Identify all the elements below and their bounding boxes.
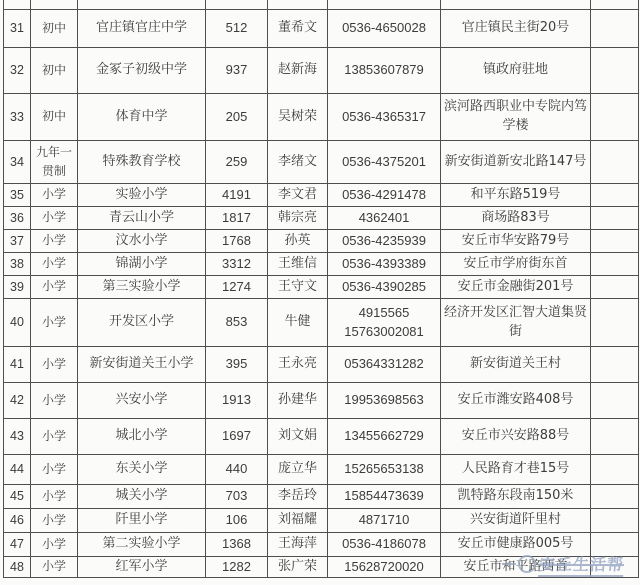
- table-cell-contact: 孙建华: [268, 383, 328, 419]
- table-cell-address: 官庄镇民主街20号: [441, 10, 591, 48]
- table-cell-count: 1274: [206, 276, 268, 299]
- table-cell-extra: [591, 299, 639, 347]
- table-cell-count: 512: [206, 10, 268, 48]
- table-cell-phone: 13853607879: [328, 48, 441, 94]
- table-cell-num: 40: [4, 299, 31, 347]
- table-cell-contact: 王海萍: [268, 533, 328, 557]
- table-cell-type: [31, 0, 78, 10]
- table-row: [4, 94, 639, 141]
- table-cell-name: 青云山小学: [78, 207, 206, 230]
- table-cell-count: 205: [206, 94, 268, 141]
- table-cell-type: 小学: [31, 383, 78, 419]
- table-cell-address: 人民路育才巷15号: [441, 455, 591, 485]
- table-cell-phone: 0536-4291478: [328, 184, 441, 207]
- table-cell-extra: [591, 557, 639, 578]
- table-cell-address: 安丘市潍安路408号: [441, 383, 591, 419]
- table-cell-phone: 0536-4650028: [328, 10, 441, 48]
- table-cell-phone: 0536-4390285: [328, 276, 441, 299]
- table-cell-count: 937: [206, 48, 268, 94]
- table-cell-count: 703: [206, 485, 268, 509]
- table-cell-num: 45: [4, 485, 31, 509]
- table-cell-name: 兴安小学: [78, 383, 206, 419]
- table-cell-address: 安丘市学府街东首: [441, 253, 591, 276]
- table-cell-extra: [591, 184, 639, 207]
- table-cell-num: 36: [4, 207, 31, 230]
- table-cell-count: 1282: [206, 557, 268, 578]
- table-cell-extra: [591, 485, 639, 509]
- table-row: [4, 184, 639, 207]
- table-row: [4, 509, 639, 533]
- table-cell-address: 和平东路519号: [441, 184, 591, 207]
- table-cell-contact: 李绪文: [268, 141, 328, 184]
- table-cell-count: 1697: [206, 419, 268, 455]
- table-cell-count: 440: [206, 455, 268, 485]
- table-cell-phone: 15854473639: [328, 485, 441, 509]
- table-cell-count: 4191: [206, 184, 268, 207]
- table-cell-name: 体育中学: [78, 94, 206, 141]
- table-row: [4, 533, 639, 557]
- table-cell-name: 新安街道关王小学: [78, 347, 206, 383]
- table-cell-type: 小学: [31, 253, 78, 276]
- table-cell-address: 滨河路西职业中专院内笃学楼: [441, 94, 591, 141]
- table-cell-phone: 0536-4393389: [328, 253, 441, 276]
- table-cell-contact: 董希文: [268, 10, 328, 48]
- table-cell-address: 凯特路东段南150米: [441, 485, 591, 509]
- table-row: [4, 485, 639, 509]
- table-cell-num: 47: [4, 533, 31, 557]
- table-cell-extra: [591, 419, 639, 455]
- table-cell-type: 小学: [31, 419, 78, 455]
- table-cell-count: 3312: [206, 253, 268, 276]
- table-cell-count: [206, 0, 268, 10]
- table-cell-contact: 刘福耀: [268, 509, 328, 533]
- table-cell-extra: [591, 94, 639, 141]
- table-cell-name: 第三实验小学: [78, 276, 206, 299]
- table-cell-type: 初中: [31, 48, 78, 94]
- table-cell-contact: 李文君: [268, 184, 328, 207]
- table-row: [4, 419, 639, 455]
- table-cell-num: 34: [4, 141, 31, 184]
- table-cell-name: 特殊教育学校: [78, 141, 206, 184]
- table-cell-type: 小学: [31, 533, 78, 557]
- table-cell-name: 红军小学: [78, 557, 206, 578]
- table-cell-name: 金冢子初级中学: [78, 48, 206, 94]
- table-cell-phone: 15628720020: [328, 557, 441, 578]
- table-cell-address: 安丘市华安路79号: [441, 230, 591, 253]
- table-cell-phone: 05364331282: [328, 347, 441, 383]
- table-cell-type: 九年一贯制: [31, 141, 78, 184]
- table-cell-num: 44: [4, 455, 31, 485]
- table-cell-type: 小学: [31, 455, 78, 485]
- table-cell-type: 小学: [31, 184, 78, 207]
- table-cell-extra: [591, 276, 639, 299]
- table-cell-count: 1768: [206, 230, 268, 253]
- table-cell-phone: 0536-4365317: [328, 94, 441, 141]
- table-cell-extra: [591, 455, 639, 485]
- table-cell-num: 37: [4, 230, 31, 253]
- table-cell-num: 43: [4, 419, 31, 455]
- table-cell-contact: 吴树荣: [268, 94, 328, 141]
- table-cell-name: 锦湖小学: [78, 253, 206, 276]
- table-cell-num: 42: [4, 383, 31, 419]
- table-cell-num: 46: [4, 509, 31, 533]
- watermark-text: 安丘生活帮: [538, 552, 625, 577]
- table-cell-contact: 张广荣: [268, 557, 328, 578]
- table-row: [4, 48, 639, 94]
- table-cell-type: 小学: [31, 207, 78, 230]
- table-cell-contact: 王维信: [268, 253, 328, 276]
- table-cell-contact: 赵新海: [268, 48, 328, 94]
- table-cell-count: 1368: [206, 533, 268, 557]
- table-row: [4, 141, 639, 184]
- table-row: [4, 347, 639, 383]
- table-cell-name: 城北小学: [78, 419, 206, 455]
- table-cell-num: 35: [4, 184, 31, 207]
- table-cell-num: 41: [4, 347, 31, 383]
- table-cell-num: 39: [4, 276, 31, 299]
- table-cell-address: 安丘市兴安路88号: [441, 419, 591, 455]
- table-cell-extra: [591, 509, 639, 533]
- table-cell-type: 初中: [31, 10, 78, 48]
- table-cell-extra: [591, 383, 639, 419]
- table-row: [4, 10, 639, 48]
- table-cell-phone: 13455662729: [328, 419, 441, 455]
- phone-line-2: 15763002081: [344, 323, 424, 339]
- table-cell-phone: 4871710: [328, 509, 441, 533]
- table-cell-num: 33: [4, 94, 31, 141]
- table-cell-count: 259: [206, 141, 268, 184]
- table-cell-phone: 15265653138: [328, 455, 441, 485]
- table-cell-name: [78, 0, 206, 10]
- table-cell-num: 32: [4, 48, 31, 94]
- table-cell-contact: 庞立华: [268, 455, 328, 485]
- table-cell-contact: 孙英: [268, 230, 328, 253]
- table-cell-num: 48: [4, 557, 31, 578]
- school-roster-table: [3, 0, 639, 578]
- table-cell-type: 小学: [31, 509, 78, 533]
- phone-line-1: 4915565: [358, 304, 410, 320]
- table-cell-extra: [591, 533, 639, 557]
- table-cell-contact: 王守文: [268, 276, 328, 299]
- table-cell-name: 实验小学: [78, 184, 206, 207]
- table-cell-extra: [591, 230, 639, 253]
- table-cell-type: 小学: [31, 485, 78, 509]
- table-cell-address: 兴安街道阡里村: [441, 509, 591, 533]
- table-cell-name: 城关小学: [78, 485, 206, 509]
- table-cell-extra: [591, 141, 639, 184]
- table-cell-address: 新安街道关王村: [441, 347, 591, 383]
- table-cell-extra: [591, 253, 639, 276]
- table-cell-phone: 4362401: [328, 207, 441, 230]
- table-cell-name: 开发区小学: [78, 299, 206, 347]
- table-cell-count: 1913: [206, 383, 268, 419]
- table-cell-address: 商场路83号: [441, 207, 591, 230]
- table-cell-phone: 0536-4186078: [328, 533, 441, 557]
- table-cell-extra: [591, 10, 639, 48]
- table-cell-contact: 刘文娟: [268, 419, 328, 455]
- table-cell-phone: [328, 0, 441, 10]
- table-cell-type: 小学: [31, 299, 78, 347]
- table-cell-contact: 王永亮: [268, 347, 328, 383]
- table-cell-contact: 李岳玲: [268, 485, 328, 509]
- table-cell-type: 小学: [31, 347, 78, 383]
- table-cell-contact: [268, 0, 328, 10]
- table-row: [4, 276, 639, 299]
- table-cell-name: 第二实验小学: [78, 533, 206, 557]
- table-cell-num: 38: [4, 253, 31, 276]
- table-row: [4, 455, 639, 485]
- table-cell-address: 经济开发区汇智大道集贤街: [441, 299, 591, 347]
- table-cell-num: 31: [4, 10, 31, 48]
- table-cell-address: 安丘市金融街201号: [441, 276, 591, 299]
- table-row: [4, 557, 639, 578]
- table-cell-type: 初中: [31, 94, 78, 141]
- table-cell-phone: 19953698563: [328, 383, 441, 419]
- table-cell-address: 新安街道新安北路147号: [441, 141, 591, 184]
- table-cell-extra: [591, 207, 639, 230]
- table-cell-extra: [591, 347, 639, 383]
- table-cell-phone: 0536-4375201: [328, 141, 441, 184]
- table-cell-count: 853: [206, 299, 268, 347]
- table-cell-phone: 0536-4235939: [328, 230, 441, 253]
- table-cell-num: [4, 0, 31, 10]
- table-cell-name: 官庄镇官庄中学: [78, 10, 206, 48]
- table-cell-extra: [591, 0, 639, 10]
- table-cell-contact: 韩宗亮: [268, 207, 328, 230]
- table-cell-contact: 牛健: [268, 299, 328, 347]
- table-row: [4, 299, 639, 347]
- table-cell-type: 小学: [31, 230, 78, 253]
- table-cell-address: 安丘市健康路005号: [441, 533, 591, 557]
- table-row: [4, 383, 639, 419]
- table-cell-address: 镇政府驻地: [441, 48, 591, 94]
- table-cell-phone: [328, 299, 441, 347]
- table-cell-address: [441, 0, 591, 10]
- table-row: [4, 207, 639, 230]
- table-cell-name: 汶水小学: [78, 230, 206, 253]
- table-cell-count: 106: [206, 509, 268, 533]
- table-cell-type: 小学: [31, 557, 78, 578]
- table-cell-extra: [591, 48, 639, 94]
- table-cell-address: 安丘市和平路西首: [441, 557, 591, 578]
- table-row-clipped: [4, 0, 639, 10]
- table-cell-count: 395: [206, 347, 268, 383]
- table-cell-name: 阡里小学: [78, 509, 206, 533]
- table-cell-name: 东关小学: [78, 455, 206, 485]
- table-row: [4, 253, 639, 276]
- table-row: [4, 230, 639, 253]
- table-cell-type: 小学: [31, 276, 78, 299]
- table-cell-count: 1817: [206, 207, 268, 230]
